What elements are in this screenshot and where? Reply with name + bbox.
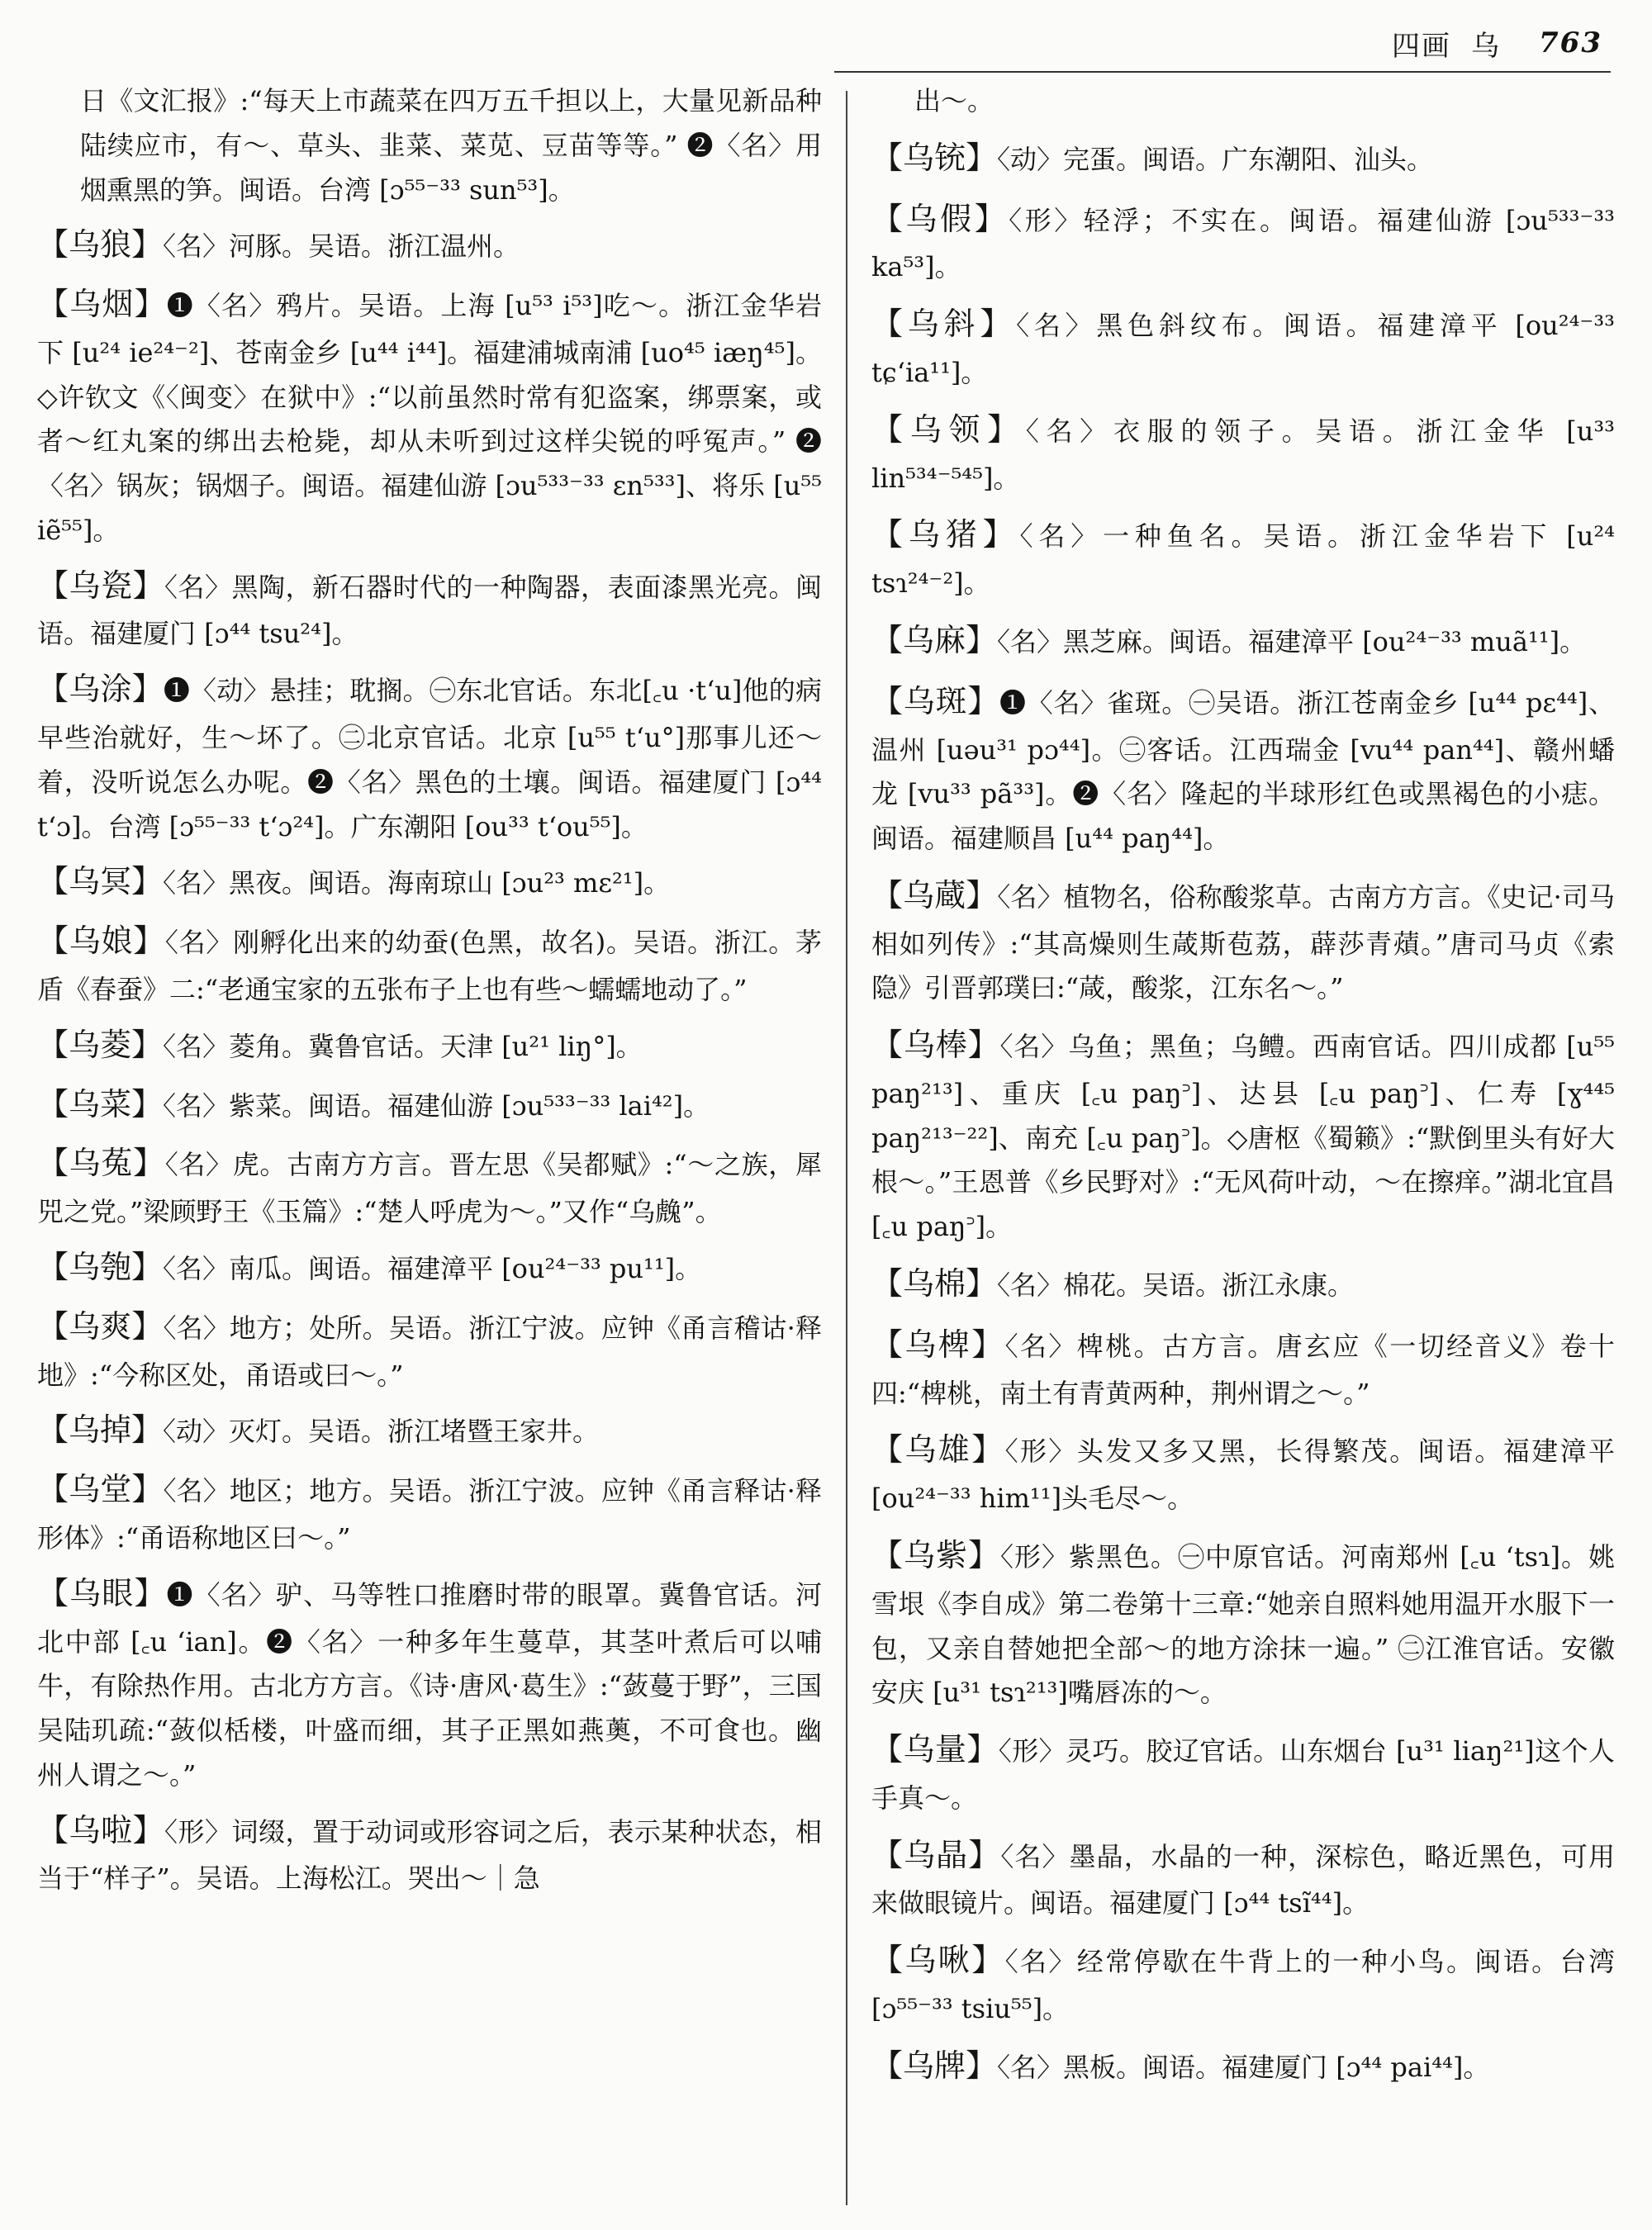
entry-headword: 【乌涂】 [37,671,164,708]
entry-definition: 〈名〉河豚。吴语。浙江温州。 [163,230,520,263]
entry-definition: 〈形〉词缀，置于动词或形容词之后，表示某种状态，相当于“样子”。吴语。上海松江。哭出～｜急 [37,1815,822,1895]
entry-headword: 【乌匏】 [37,1248,164,1285]
entry-definition: 〈形〉灵巧。胶辽官话。山东烟台 [u³¹ liaŋ²¹]这个人手真～。 [871,1735,1615,1814]
dictionary-entry [871,1829,1615,1927]
dictionary-entry [871,676,1615,861]
dictionary-entry [871,1319,1615,1416]
entry-headword: 【乌蔵】 [871,876,998,913]
entry-definition: 〈名〉乌鱼；黑鱼；乌鳢。西南官话。四川成都 [u⁵⁵ paŋ²¹³]、重庆 [꜀u paŋ꜄]、达县 [꜀u paŋ꜄]、仁寿 [ɣ⁴⁴⁵ paŋ²¹³⁻²²]、南充 [꜀u paŋ꜄]。◇唐枢《蜀籁》:“默倒里头有好大根～。”王恩普《乡民野对》:“无风荷叶动，～在擦痒。”湖北宜昌 [꜀u paŋ꜄]。 [871,1031,1615,1243]
dictionary-entry [871,132,1615,185]
entry-definition: 〈名〉地方；处所。吴语。浙江宁波。应钟《甬言稽诂·释地》:“今称区处，甬语或曰～。” [37,1312,822,1391]
entry-headword: 【乌棉】 [871,1264,998,1302]
entry-definition: 〈动〉灭灯。吴语。浙江堵暨王家井。 [163,1416,600,1448]
column-divider [846,91,847,2205]
entry-headword: 【乌麻】 [871,621,998,658]
dictionary-entry [37,1079,822,1132]
section-label: 四画 [1392,29,1452,63]
entry-headword: 【乌晶】 [871,1836,1001,1873]
dictionary-entry [37,663,822,849]
radical-label: 乌 [1471,29,1502,63]
entry-definition: 〈形〉头发又多又黑，长得繁茂。闽语。福建漳平 [ou²⁴⁻³³ him¹¹]头毛尽～。 [871,1435,1615,1515]
entry-headword: 【乌牌】 [871,2047,998,2084]
entry-definition: 〈名〉墨晶，水晶的一种，深棕色，略近黑色，可用来做眼镜片。闽语。福建厦门 [ɔ⁴⁴ tsĩ⁴⁴]。 [871,1840,1615,1919]
entry-definition: 〈名〉菱角。冀鲁官话。天津 [u²¹ liŋ°]。 [163,1030,643,1062]
dictionary-entry [37,1464,822,1561]
entry-headword: 【乌猪】 [871,516,1020,553]
entry-headword: 【乌掉】 [37,1412,164,1449]
dictionary-entry [37,1301,822,1398]
entry-definition: ❶〈名〉驴、马等牲口推磨时带的眼罩。冀鲁官话。河北中部 [꜀u ‘ian]。❷〈名〉一种多年生蔓草，其茎叶煮后可以哺牛，有除热作用。古北方方言。《诗·唐风·葛生》:“蔹蔓于野”，三国吴陆玑疏:“蔹似栝楼，叶盛而细，其子正黑如燕薁，不可食也。幽州人谓之～。” [37,1578,822,1791]
dictionary-entry [37,560,822,657]
entry-headword: 【乌领】 [871,410,1026,448]
dictionary-entry [37,219,822,272]
dictionary-entry [37,856,822,909]
entry-headword: 【乌斑】 [871,682,999,719]
left-column [37,79,822,2213]
entry-headword: 【乌啦】 [37,1811,164,1848]
entry-headword: 【乌铳】 [871,139,998,176]
entry-headword: 【乌棒】 [871,1027,1000,1064]
entry-headword: 【乌椑】 [871,1326,1005,1363]
dictionary-entry [871,193,1615,291]
entry-definition: 〈名〉一种鱼名。吴语。浙江金华岩下 [u²⁴ tsɿ²⁴⁻²]。 [871,520,1615,600]
entry-headword: 【乌瓷】 [37,567,164,604]
dictionary-entry [37,79,822,212]
entry-headword: 【乌狼】 [37,226,164,263]
entry-definition: 〈名〉植物名，俗称酸浆草。古南方方言。《史记·司马相如列传》:“其高燥则生葴斯苞荔，薜莎青薠。”唐司马贞《索隐》引晋郭璞曰:“葴，酸浆，江东名～。” [871,880,1615,1004]
entry-headword: 【乌紫】 [871,1536,1001,1573]
entry-definition: 〈动〉完蛋。闽语。广东潮阳、汕头。 [997,143,1434,175]
entry-definition: 〈名〉黑芝麻。闽语。福建漳平 [ou²⁴⁻³³ muã¹¹]。 [997,625,1587,657]
entry-headword: 【乌菟】 [37,1145,165,1182]
entry-headword: 【乌菱】 [37,1026,164,1063]
dictionary-entry [871,2040,1615,2093]
entry-headword: 【乌眼】 [37,1574,167,1611]
dictionary-entry [871,1258,1615,1311]
entry-headword: 【乌爽】 [37,1307,164,1345]
entry-definition: 〈形〉紫黑色。㊀中原官话。河南郑州 [꜀u ‘tsɿ]。姚雪垠《李自成》第二卷第十三章:“她亲自照料她用温开水服下一包，又亲自替她把全部～的地方涂抹一遍。” ㊁江淮官话。安徽安庆 [u³¹ tsɿ²¹³]嘴唇冻的～。 [871,1540,1615,1709]
entry-definition: 出～。 [914,85,995,116]
entry-definition: 〈名〉黑陶，新石器时代的一种陶器，表面漆黑光亮。闽语。福建厦门 [ɔ⁴⁴ tsu²⁴]。 [37,571,822,650]
entry-definition: 〈名〉黑板。闽语。福建厦门 [ɔ⁴⁴ pai⁴⁴]。 [997,2051,1490,2083]
entry-headword: 【乌啾】 [871,1942,1005,1979]
dictionary-entry [871,1530,1615,1715]
right-column [871,79,1615,2213]
dictionary-entry [37,278,822,553]
entry-headword: 【乌烟】 [37,286,167,323]
dictionary-entry [37,1404,822,1457]
entry-definition: 〈名〉南瓜。闽语。福建漳平 [ou²⁴⁻³³ pu¹¹]。 [163,1252,702,1284]
entry-definition: 〈名〉黑夜。闽语。海南琼山 [ɔu²³ mɛ²¹]。 [163,867,671,899]
entry-definition: 〈名〉黑色斜纹布。闽语。福建漳平 [ou²⁴⁻³³ tɕ‘ia¹¹]。 [871,310,1615,388]
entry-definition: 〈形〉轻浮；不实在。闽语。福建仙游 [ɔu⁵³³⁻³³ ka⁵³]。 [871,204,1615,283]
entry-headword: 【乌假】 [871,200,1009,237]
entry-definition: ❶〈名〉鸦片。吴语。上海 [u⁵³ i⁵³]吃～。浙江金华岩下 [u²⁴ ie²⁴⁻²]、苍南金乡 [u⁴⁴ i⁴⁴]。福建浦城南浦 [uo⁴⁵ iæŋ⁴⁵]。◇许钦文《〈闽变〉在狱中》:“以前虽然时常有犯盗案，绑票案，或者～红丸案的绑出去枪毙，却从未听到过这样尖锐的呼冤声。” ❷〈名〉锅灰；锅烟子。闽语。福建仙游 [ɔu⁵³³⁻³³ ɛn⁵³³]、将乐 [u⁵⁵ iẽ⁵⁵]。 [37,290,822,546]
entry-headword: 【乌堂】 [37,1471,164,1508]
entry-definition: 〈名〉紫菜。闽语。福建仙游 [ɔu⁵³³⁻³³ lai⁴²]。 [163,1089,710,1122]
entry-definition: 〈名〉衣服的领子。吴语。浙江金华 [u³³ lin⁵³⁴⁻⁵⁴⁵]。 [871,415,1615,494]
dictionary-entry [37,1241,822,1294]
header-rule [834,71,1611,73]
entry-definition: 〈名〉地区；地方。吴语。浙江宁波。应钟《甬言释诂·释形体》:“甬语称地区曰～。” [37,1475,822,1554]
entry-definition: ❶〈名〉雀斑。㊀吴语。浙江苍南金乡 [u⁴⁴ pɛ⁴⁴]、温州 [uəu³¹ pɔ⁴⁴]。㊁客话。江西瑞金 [vu⁴⁴ pan⁴⁴]、赣州蟠龙 [vu³³ pã³³]。❷〈名〉隆起的半球形红色或黑褐色的小痣。闽语。福建顺昌 [u⁴⁴ paŋ⁴⁴]。 [871,686,1615,855]
dictionary-entry [871,1424,1615,1521]
entry-definition: 〈名〉椑桃。古方言。唐玄应《一切经音义》卷十四:“椑桃，南土有青黄两种，荆州谓之～。” [871,1330,1615,1409]
dictionary-entry [37,1137,822,1235]
dictionary-entry [871,1724,1615,1821]
dictionary-entry [871,1934,1615,2032]
entry-definition: 〈名〉经常停歇在牛背上的一种小鸟。闽语。台湾 [ɔ⁵⁵⁻³³ tsiu⁵⁵]。 [871,1946,1615,2024]
dictionary-entry [871,614,1615,667]
entry-definition: ❶〈动〉悬挂；耽搁。㊀东北官话。东北[꜀u ·t‘u]他的病早些治就好，生～坏了。㊁北京官话。北京 [u⁵⁵ t‘u°]那事儿还～着，没听说怎么办呢。❷〈名〉黑色的土壤。闽语。福建厦门 [ɔ⁴⁴ t‘ɔ]。台湾 [ɔ⁵⁵⁻³³ t‘ɔ²⁴]。广东潮阳 [ou³³ t‘ou⁵⁵]。 [37,675,822,842]
dictionary-entry [871,509,1615,606]
dictionary-entry [37,1568,822,1798]
entry-definition: 〈名〉虎。古南方方言。晋左思《吴都赋》:“～之族，犀兕之党。”梁顾野王《玉篇》:“楚人呼虎为～。”又作“乌䖘”。 [37,1149,822,1228]
dictionary-entry [871,404,1615,501]
entry-headword: 【乌菜】 [37,1085,164,1122]
entry-headword: 【乌娘】 [37,923,165,960]
entry-definition: 〈名〉刚孵化出来的幼蚕(色黑，故名)。吴语。浙江。茅盾《春蚕》二:“老通宝家的五张布子上也有些～蠕蠕地动了。” [37,927,822,1005]
dictionary-entry [871,298,1615,396]
entry-definition: 日《文汇报》:“每天上市蔬菜在四万五千担以上，大量见新品种陆续应市，有～、草头、韭菜、菜苋、豆苗等等。” ❷〈名〉用烟熏黑的笋。闽语。台湾 [ɔ⁵⁵⁻³³ sun⁵³]。 [80,85,822,206]
dictionary-entry [871,1019,1615,1250]
dictionary-entry [37,1805,822,1902]
entry-headword: 【乌斜】 [871,306,1017,343]
entry-headword: 【乌雄】 [871,1431,1005,1468]
page-number: 763 [1539,26,1602,59]
entry-headword: 【乌量】 [871,1731,999,1768]
dictionary-entry [37,915,822,1013]
page-header [876,18,1602,68]
entry-headword: 【乌冥】 [37,863,164,900]
dictionary-entry [871,79,1615,124]
dictionary-entry [37,1019,822,1072]
entry-definition: 〈名〉棉花。吴语。浙江永康。 [997,1269,1355,1301]
dictionary-entry [871,870,1615,1011]
